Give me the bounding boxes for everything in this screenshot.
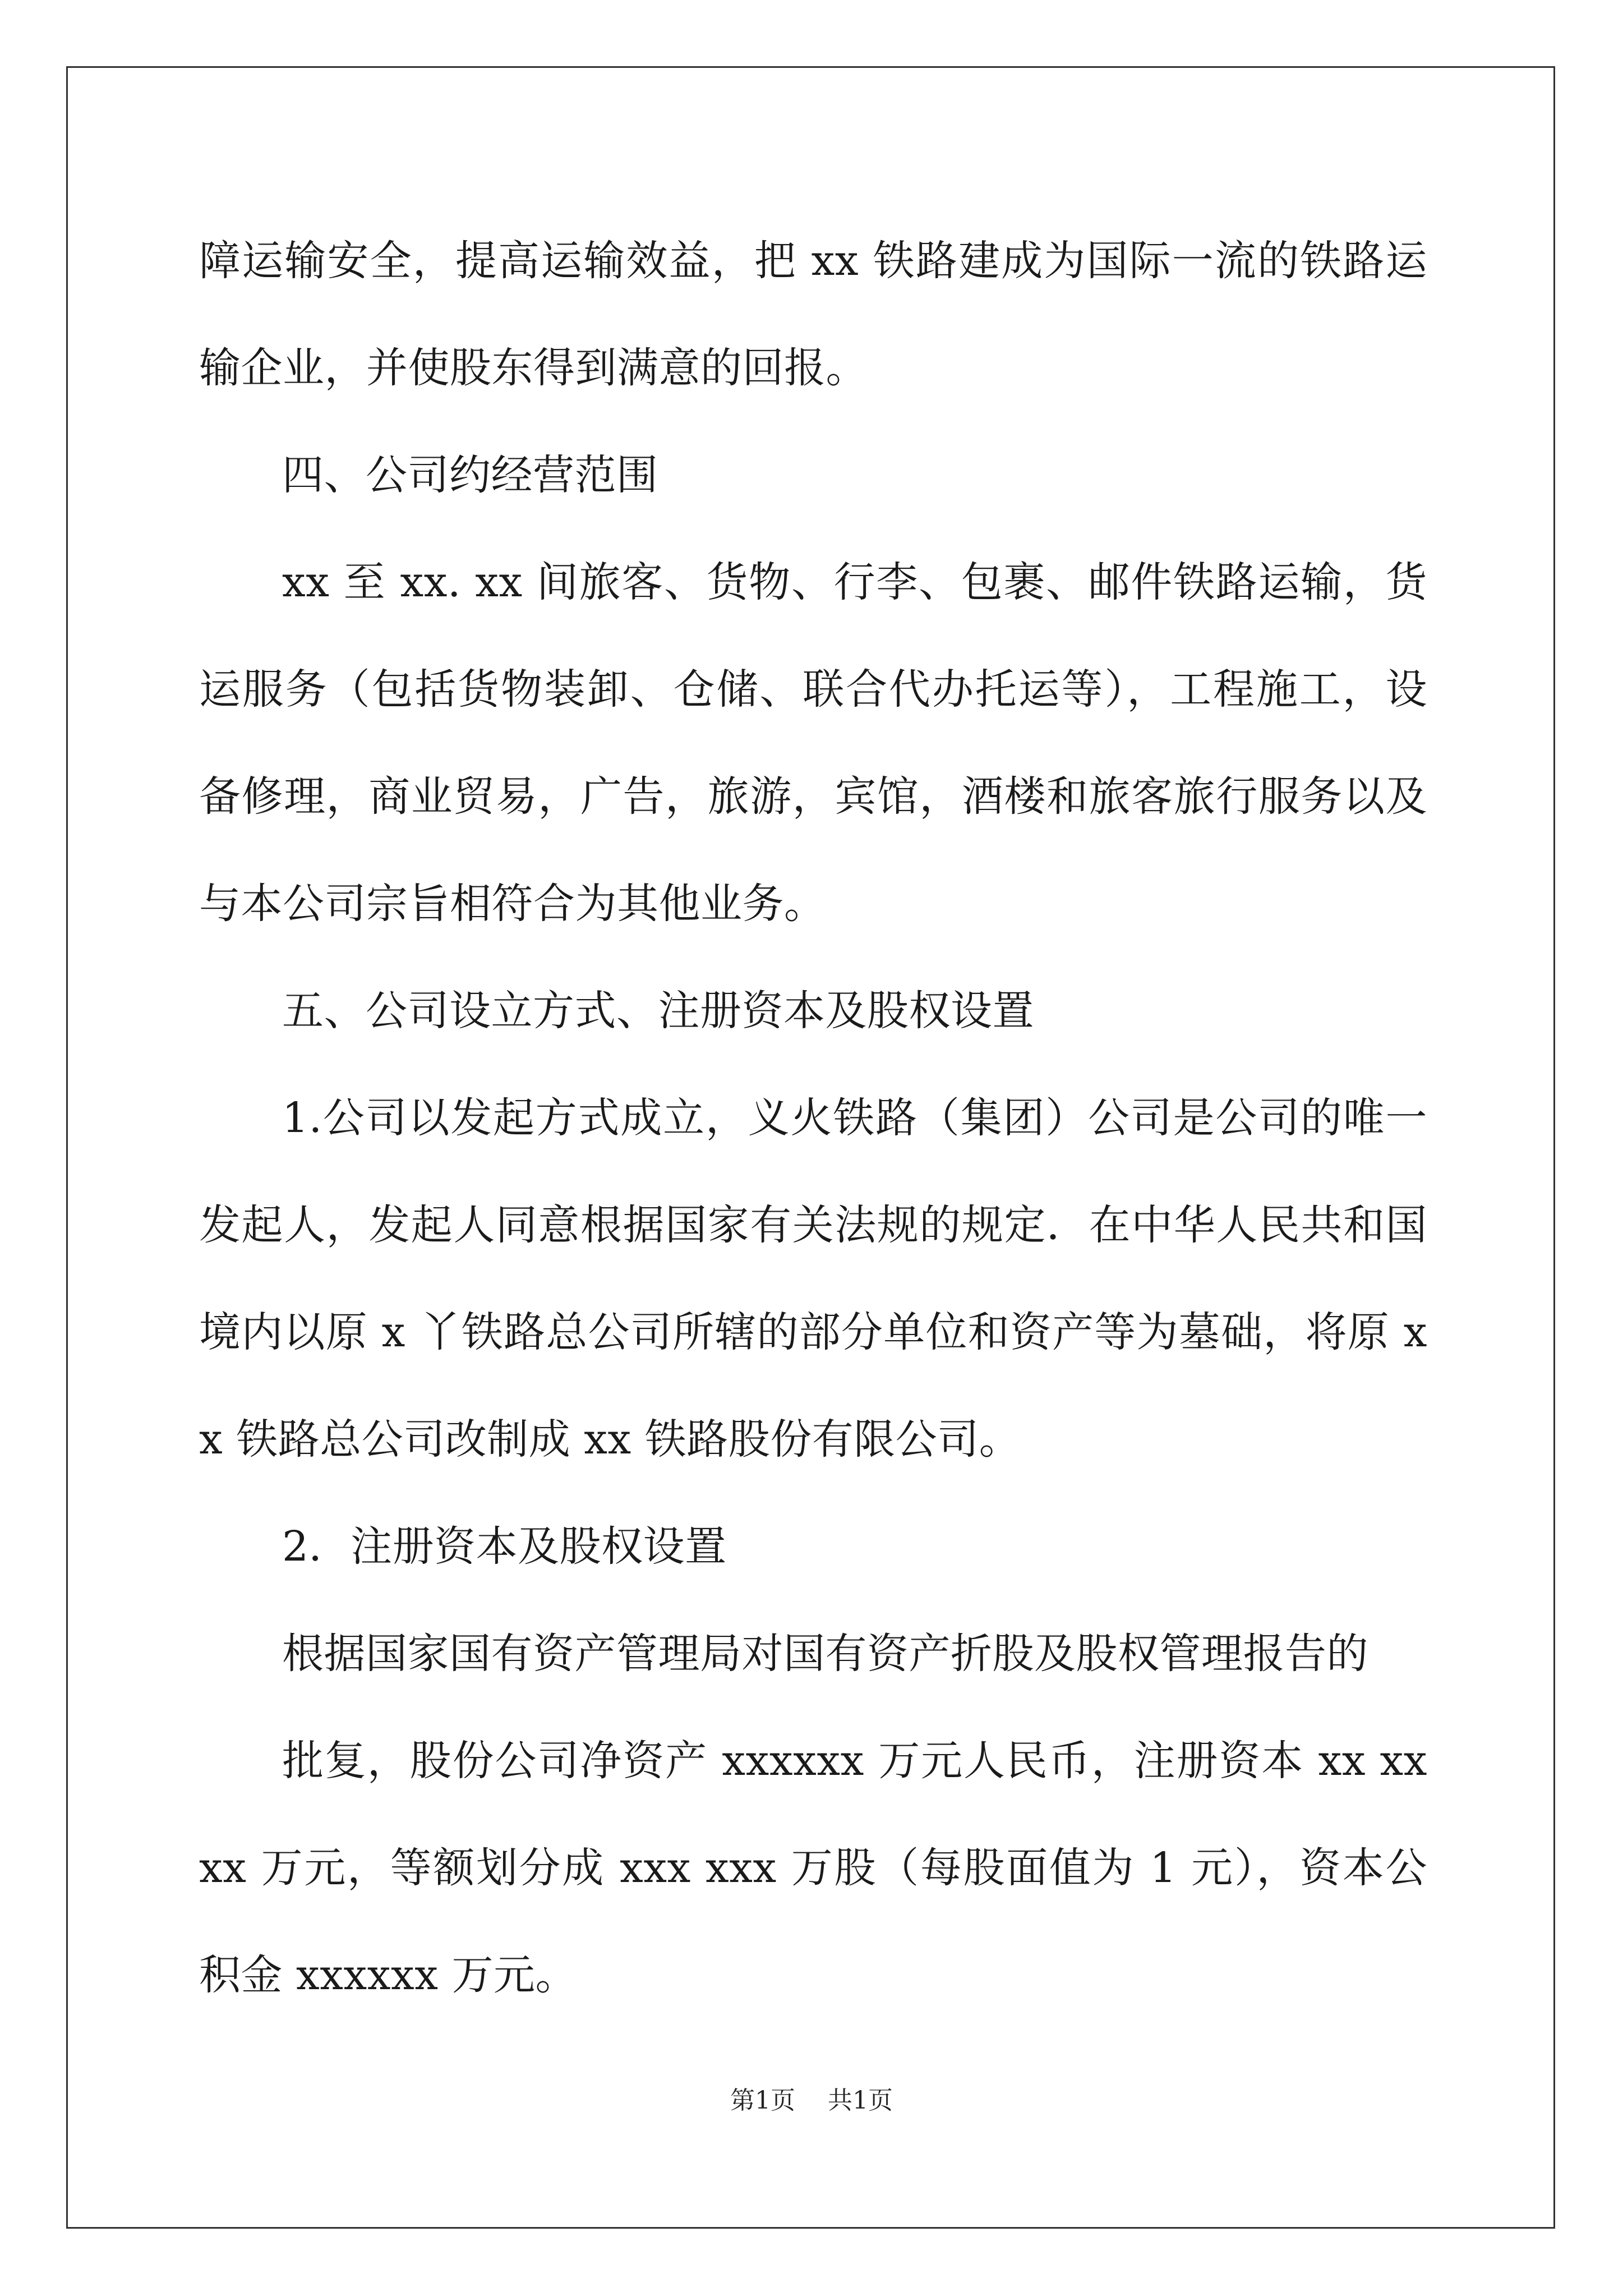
page-number-current: 第1页 xyxy=(730,2086,795,2115)
document-body xyxy=(199,208,1427,2029)
paragraph-approval-intro: 根据国家国有资产管理局对国有资产折股及股权管理报告的 xyxy=(282,1630,1368,1678)
page-footer xyxy=(0,2084,1623,2118)
paragraph-1: 障运输安全，提高运输效益，把 xx 铁路建成为国际一流的铁路运输企业，并使股东得到满意的回报。 xyxy=(199,237,1427,392)
paragraph-establishment: 1.公司以发起方式成立，义火铁路（集团）公司是公司的唯一发起人，发起人同意根据国家有关法规的规定．在中华人民共和国境内以原 x 丫铁路总公司所辖的部分单位和资产等为墓础，将原 xx 铁路总公司改制成 xx 铁路股份有限公司。 xyxy=(199,1094,1427,1464)
subheading-capital: 2．注册资本及股权设置 xyxy=(282,1522,727,1571)
page-number-total: 共1页 xyxy=(828,2086,893,2115)
paragraph-capital-details: 批复，股份公司净资产 xxxxxx 万元人民币，注册资本 xx xxxx 万元，等额划分成 xxx xxx 万股（每股面值为 1 元），资本公积金 xxxxxx 万元。 xyxy=(199,1737,1427,1999)
section-heading-5: 五、公司设立方式、注册资本及股权设置 xyxy=(282,987,1034,1035)
paragraph-business-scope: xx 至 xx. xx 间旅客、货物、行李、包裹、邮件铁路运输，货运服务（包括货物装卸、仓储、联合代办托运等），工程施工，设备修理，商业贸易，广告，旅游，宾馆，酒楼和旅客旅行服务以及与本公司宗旨相符合为其他业务。 xyxy=(199,558,1427,928)
section-heading-4: 四、公司约经营范围 xyxy=(282,451,658,499)
